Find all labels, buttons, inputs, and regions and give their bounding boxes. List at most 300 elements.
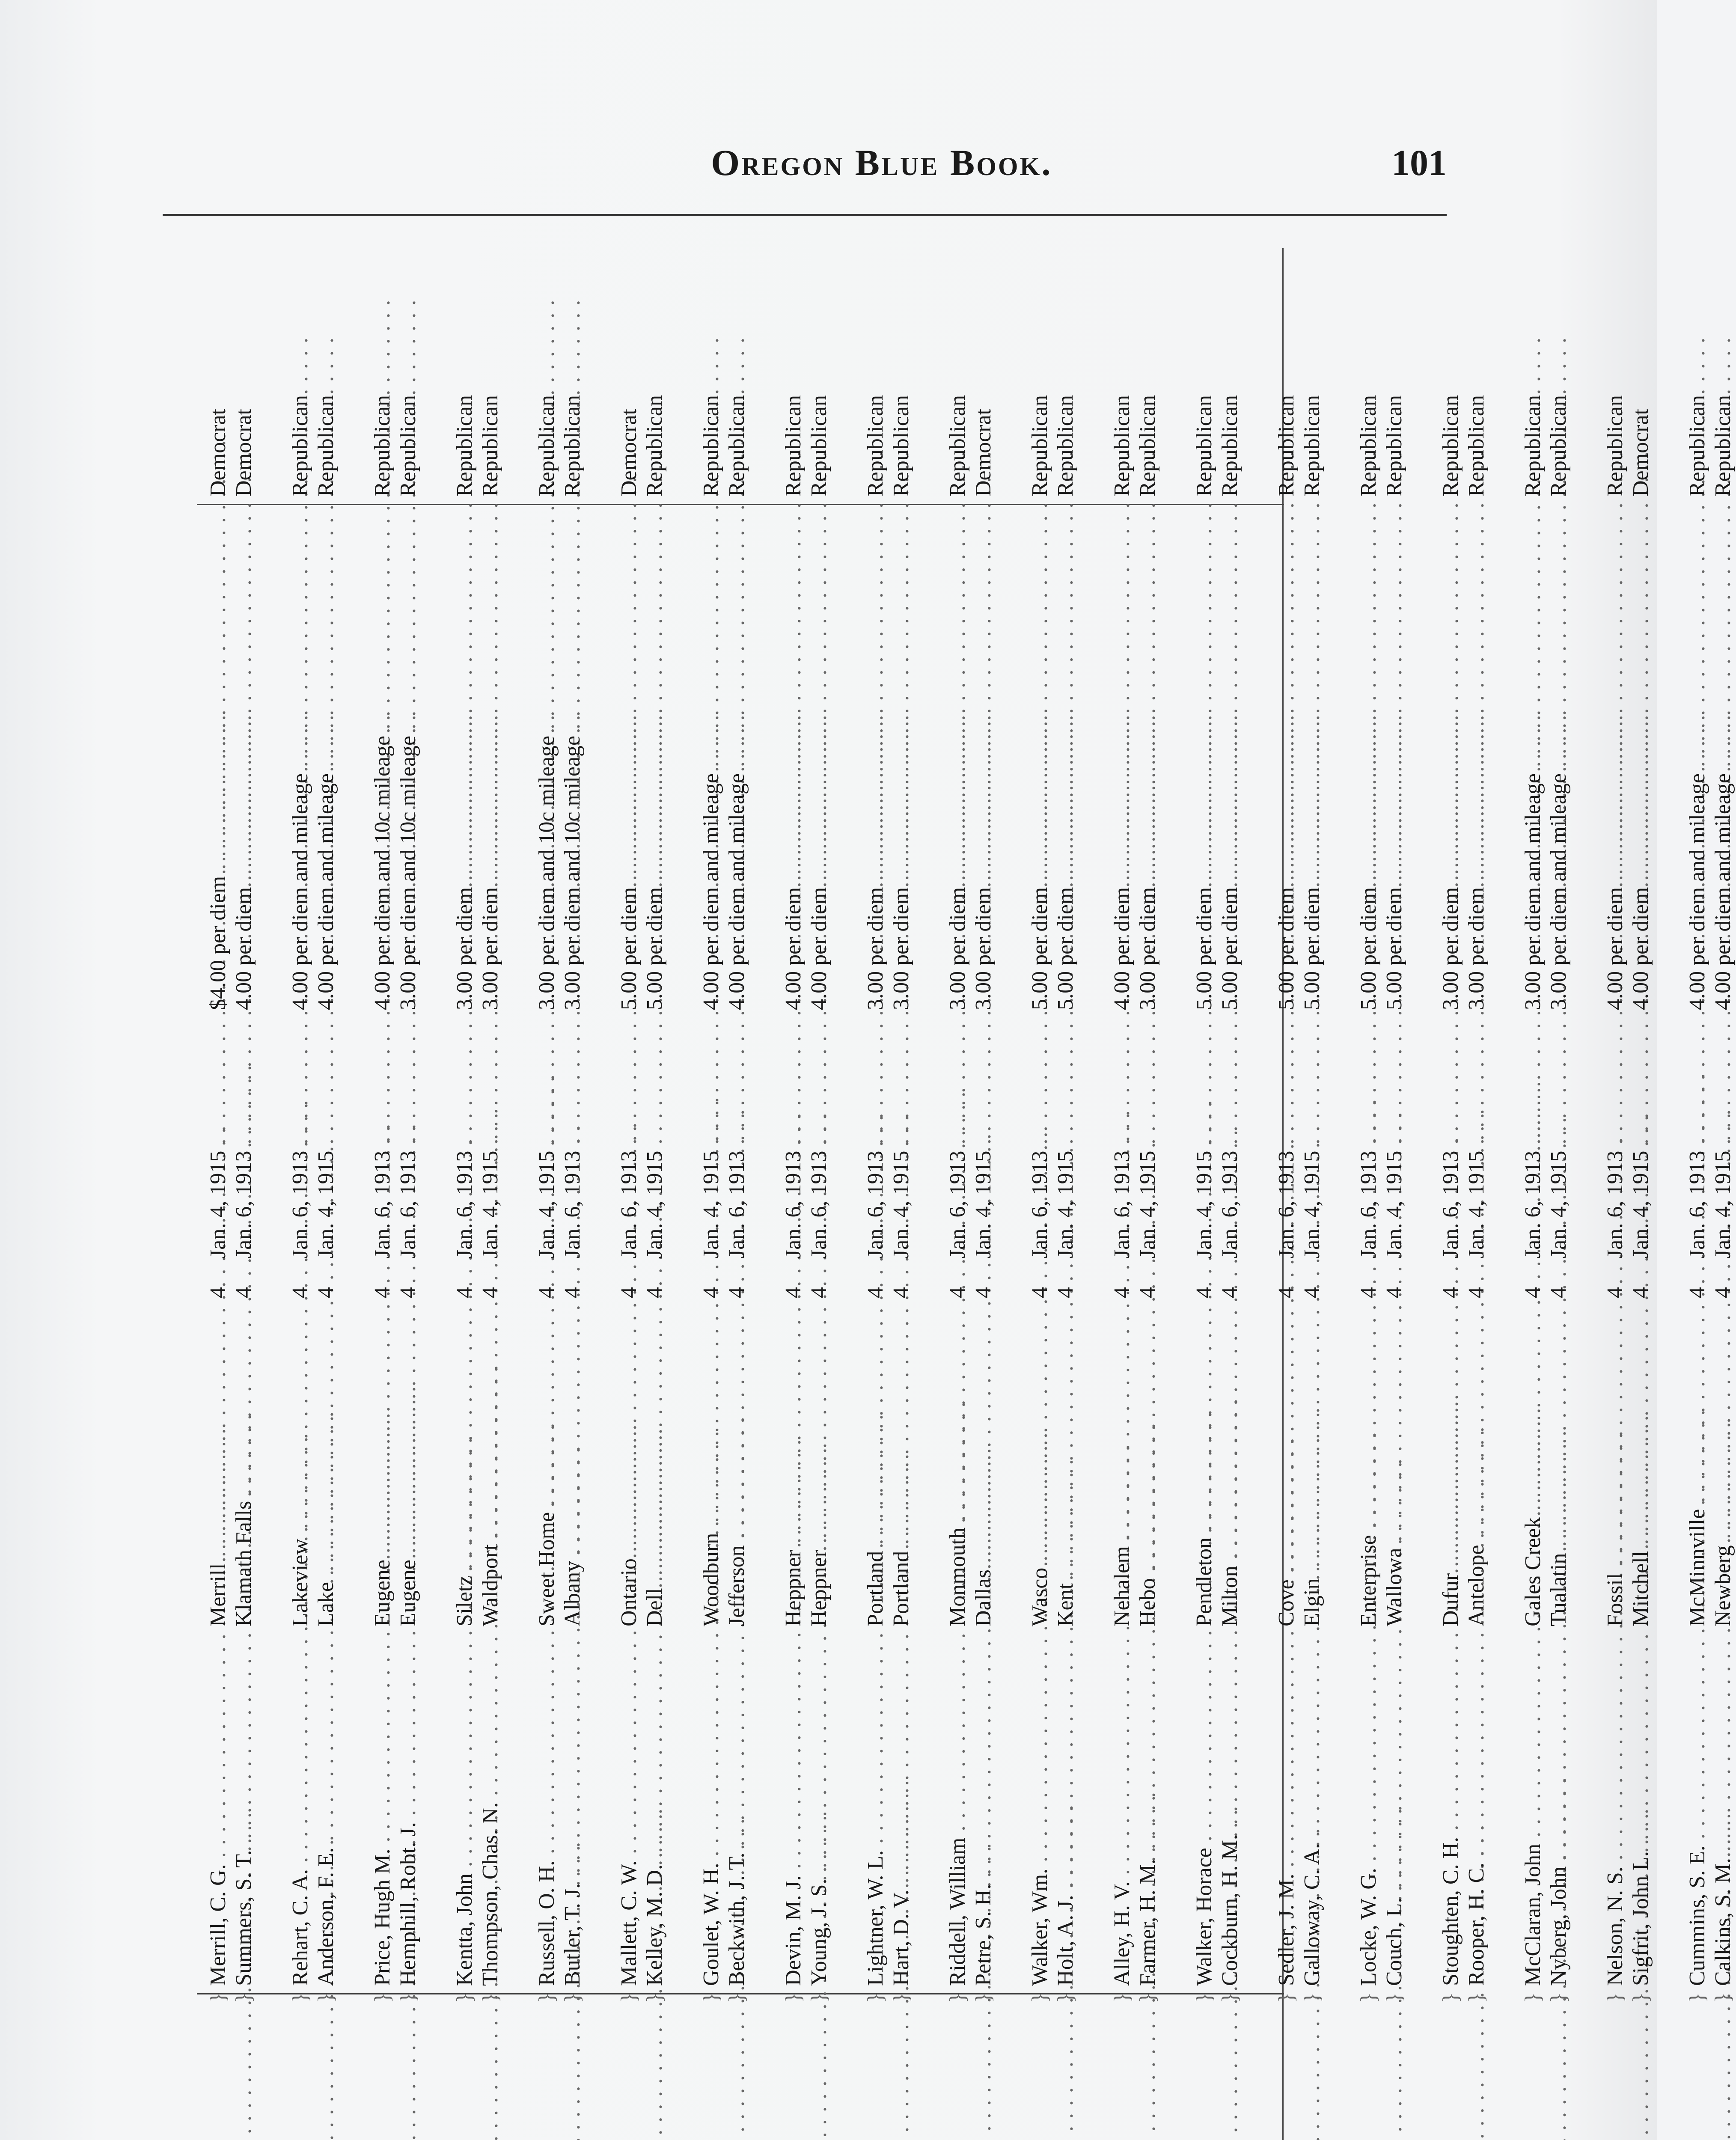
brace-mark: } [1521,1992,1545,2003]
term-begins-cell-text: Jan. 6, 1913 [232,1150,256,1258]
compensation-cell [560,514,586,1010]
compensation-cell [806,514,832,1010]
official-name-cell-text: Hart, D. V. [889,1890,913,1986]
compensation-cell [370,514,395,1010]
term-cell-text: 4 [1711,1287,1735,1298]
official-name-cell-text: Anderson, F. E. [314,1847,338,1986]
compensation-cell-text: 3.00 per diem [452,887,477,1010]
county-cell [806,2012,832,2140]
compensation-cell-text: 4.00 per diem and mileage [725,773,749,1010]
term-cell-text: 4 [1464,1287,1489,1298]
address-cell [1053,1335,1079,1626]
brace-mark: } [1192,1992,1216,2003]
address-cell-text: Woodburn [699,1533,723,1626]
address-cell [1217,1335,1243,1626]
address-cell [1027,1335,1053,1626]
brace-mark: } [1053,1992,1078,2003]
term-cell [288,1275,313,1310]
term-cell-text: 4 [396,1287,420,1298]
official-name-cell [1027,1661,1053,1986]
term-cell-text: 4 [1685,1287,1709,1298]
brace-mark: } [617,1992,641,2003]
address-cell [452,1335,478,1626]
official-name-cell [642,1661,668,1986]
term-cell [781,1275,806,1310]
party-cell-text: Republican [945,395,970,496]
compensation-cell [313,514,339,1010]
address-cell [945,1335,971,1626]
address-cell [1710,1335,1736,1626]
official-name-cell-text: Farmer, H. M. [1136,1859,1160,1986]
brace-mark: } [370,1992,395,2003]
party-cell-text: Democrat [971,408,996,496]
term-begins-cell-text: Jan. 4, 1915 [1711,1150,1735,1258]
table-row [806,248,832,2140]
compensation-cell-text: 4.00 per diem [807,887,831,1010]
term-cell-text: 4 [1110,1287,1134,1298]
term-cell [231,1275,257,1310]
address-cell [1602,1335,1628,1626]
party-cell-text: Republican [1274,395,1299,496]
term-cell [945,1275,971,1310]
term-cell [1299,1275,1325,1310]
official-name-cell-text: Merrill, C. G. [206,1864,230,1986]
term-begins-cell [1356,1027,1382,1258]
party-cell-text: Republican [1464,395,1489,496]
official-name-cell-text: Locke, W. G. [1356,1868,1381,1986]
address-cell [1135,1335,1161,1626]
official-name-cell [945,1661,971,1986]
party-cell-text: Republican [370,395,395,496]
term-begins-cell [724,1027,750,1258]
official-name-cell [370,1661,395,1986]
party-cell [781,257,806,496]
party-cell [1135,257,1161,496]
party-cell-text: Republican [535,395,559,496]
term-cell [1520,1275,1546,1310]
table-row [1520,248,1546,2140]
term-cell [1464,1275,1489,1310]
brace-mark: } [535,1992,559,2003]
compensation-cell-text: 4.00 per diem [232,887,256,1010]
official-name-cell-text: Butler, T. J. [560,1883,585,1986]
official-name-cell-text: Devin, M. J. [781,1875,806,1986]
table-row [1109,248,1135,2140]
term-cell [1438,1275,1464,1310]
address-cell [1628,1335,1654,1626]
term-begins-cell-text: Jan. 6, 1913 [1356,1150,1381,1258]
compensation-cell [395,514,421,1010]
address-cell-text: Cove [1274,1579,1299,1626]
compensation-cell-text: 4.00 per diem [781,887,806,1010]
brace-mark: } [1136,1992,1160,2003]
term-begins-cell-text: Jan. 4, 1915 [1464,1150,1489,1258]
address-cell-text: Lakeview [288,1538,312,1626]
term-cell-text: 4 [560,1287,585,1298]
address-cell [313,1335,339,1626]
table-row [534,248,560,2140]
party-cell-text: Republican [807,395,831,496]
term-cell-text: 4 [452,1287,477,1298]
term-cell-text: 4 [889,1287,913,1298]
official-name-cell-text: Galloway, C. A. [1300,1843,1324,1986]
compensation-cell [889,514,914,1010]
term-begins-cell [616,1027,642,1258]
term-cell-text: 4 [1382,1287,1406,1298]
official-name-cell [806,1661,832,1986]
term-begins-cell-text: Jan. 4, 1915 [889,1150,913,1258]
term-cell-text: 4 [971,1287,996,1298]
party-cell [1053,257,1079,496]
table-row [1602,248,1628,2140]
table-row [863,248,889,2140]
party-cell [478,257,503,496]
table-row [1135,248,1161,2140]
term-cell [1628,1275,1654,1310]
term-begins-cell-text: Jan. 4, 1915 [699,1150,723,1258]
table-row [1192,248,1217,2140]
county-cell [1299,2012,1325,2140]
official-name-cell [1438,1661,1464,1986]
compensation-cell-text: 4.00 per diem and mileage [314,773,338,1010]
address-cell [1438,1335,1464,1626]
term-begins-cell [1685,1027,1710,1258]
address-cell-text: Dufur [1439,1573,1463,1626]
running-header [163,141,1447,193]
compensation-cell-text: 3.00 per diem [1439,887,1463,1010]
party-cell-text: Democrat [206,408,230,496]
compensation-cell [1464,514,1489,1010]
party-cell [1217,257,1243,496]
compensation-cell [1710,514,1736,1010]
address-cell-text: Kent [1053,1583,1078,1626]
official-name-cell [1382,1661,1407,1986]
term-begins-cell-text: Jan. 6, 1913 [1218,1150,1242,1258]
party-cell [724,257,750,496]
term-cell-text: 4 [1546,1287,1571,1298]
county-cell [724,2012,750,2140]
county-officials-table [197,248,1735,2140]
term-cell-text: 4 [314,1287,338,1298]
county-cell [313,2012,339,2140]
address-cell [642,1335,668,1626]
official-name-cell [452,1661,478,1986]
table-row [971,248,996,2140]
party-cell [205,257,231,496]
compensation-cell [724,514,750,1010]
address-cell-text: Gales Creek [1521,1517,1545,1626]
party-cell-text: Republican [1439,395,1463,496]
party-cell [642,257,668,496]
compensation-cell-text: 4.00 per diem and 10c mileage [370,735,395,1010]
address-cell-text: Waldport [478,1544,502,1626]
term-begins-cell-text: Jan. 6, 1913 [781,1150,806,1258]
compensation-cell-text: 5.00 per diem [642,887,667,1010]
term-begins-cell [971,1027,996,1258]
term-begins-cell [1027,1027,1053,1258]
compensation-cell-text: 3.00 per diem and 10c mileage [560,735,585,1010]
party-cell-text: Republican [725,395,749,496]
official-name-cell [724,1661,750,1986]
party-cell-text: Republican [1521,395,1545,496]
compensation-cell [1027,514,1053,1010]
table-row [1382,248,1407,2140]
term-begins-cell-text: Jan. 6, 1913 [1603,1150,1627,1258]
term-cell-text: 4 [642,1287,667,1298]
compensation-cell-text: 4.00 per diem and mileage [1685,773,1709,1010]
official-name-cell [699,1661,724,1986]
address-cell-text: Eugene [370,1560,395,1626]
official-name-cell [478,1661,503,1986]
term-begins-cell [288,1027,313,1258]
table-row [560,248,586,2140]
term-begins-cell-text: Jan. 4, 1915 [1300,1150,1324,1258]
term-cell-text: 4 [478,1287,502,1298]
compensation-cell [534,514,560,1010]
official-name-cell-text: Young, J. S. [807,1878,831,1986]
table-row [1464,248,1489,2140]
official-name-cell-text: Cockburn, H. M. [1218,1834,1242,1986]
brace-mark: } [232,1992,256,2003]
party-cell-text: Republican [1685,395,1709,496]
term-begins-cell [1109,1027,1135,1258]
term-begins-cell [1520,1027,1546,1258]
county-cell [560,2012,586,2140]
official-name-cell [1109,1661,1135,1986]
party-cell-text: Republican [699,395,723,496]
term-cell-text: 4 [781,1287,806,1298]
party-cell [370,257,395,496]
term-cell-text: 4 [1521,1287,1545,1298]
compensation-cell-text: 3.00 per diem and 10c mileage [396,735,420,1010]
term-begins-cell [1438,1027,1464,1258]
brace-mark: } [288,1992,312,2003]
term-begins-cell [1382,1027,1407,1258]
address-cell [806,1335,832,1626]
address-cell-text: Albany [560,1560,585,1626]
official-name-cell-text: Sigfrit, John L. [1629,1851,1653,1986]
term-cell [560,1275,586,1310]
party-cell-text: Republican [1711,395,1735,496]
address-cell [889,1335,914,1626]
official-name-cell-text: Summers, S. T. [232,1850,256,1986]
term-begins-cell-text: Jan. 6, 1913 [1110,1150,1134,1258]
term-cell [1710,1275,1736,1310]
compensation-cell-text: 4.00 per diem and mileage [1711,773,1735,1010]
official-name-cell-text: Couch, L. [1382,1897,1406,1986]
term-cell-text: 4 [1300,1287,1324,1298]
address-cell-text: Enterprise [1356,1535,1381,1626]
official-name-cell [1546,1661,1572,1986]
address-cell-text: Heppner [781,1549,806,1626]
term-cell-text: 4 [617,1287,641,1298]
term-begins-cell-text: Jan. 6, 1913 [945,1150,970,1258]
compensation-cell [478,514,503,1010]
address-cell [1464,1335,1489,1626]
compensation-cell [1685,514,1710,1010]
term-cell-text: 4 [232,1287,256,1298]
brace-mark: } [1028,1992,1052,2003]
compensation-cell-text: 3.00 per diem [863,887,888,1010]
party-cell-text: Democrat [232,408,256,496]
compensation-cell-text: 5.00 per diem [1300,887,1324,1010]
term-cell [642,1275,668,1310]
term-cell-text: 4 [1028,1287,1052,1298]
address-cell-text: Elgin [1300,1578,1324,1626]
table-row [1628,248,1654,2140]
official-name-cell [1053,1661,1079,1986]
brace-mark: } [1685,1992,1709,2003]
official-name-cell [560,1661,586,1986]
address-cell-text: McMinnville [1685,1509,1709,1626]
brace-mark: } [1382,1992,1406,2003]
party-cell-text: Republican [642,395,667,496]
term-begins-cell-text: Jan. 6, 1913 [560,1150,585,1258]
term-cell [395,1275,421,1310]
compensation-cell-text: 3.00 per diem and mileage [1521,773,1545,1010]
compensation-cell-text: 4.00 per diem and mileage [288,773,312,1010]
compensation-cell-text: 5.00 per diem [617,887,641,1010]
address-cell-text: Ontario [617,1558,641,1626]
party-cell [1710,257,1736,496]
county-cell [889,2012,914,2140]
term-cell-text: 4 [1356,1287,1381,1298]
address-cell [1685,1335,1710,1626]
compensation-cell-text: 3.00 per diem and 10c mileage [535,735,559,1010]
term-cell-text: 4 [807,1287,831,1298]
table-row [1546,248,1572,2140]
official-name-cell-text: Riddell, William [945,1837,970,1986]
term-begins-cell-text: Jan. 6, 1913 [1274,1150,1299,1258]
party-cell-text: Republican [396,395,420,496]
table-row [1053,248,1079,2140]
table-row [1438,248,1464,2140]
official-name-cell-text: Hemphill, Robt. J. [396,1822,420,1986]
running-title: Oregon Blue Book. [711,142,1052,183]
official-name-cell-text: Stoughten, C. H. [1439,1837,1463,1986]
term-begins-cell [313,1027,339,1258]
term-cell [889,1275,914,1310]
party-cell-text: Republican [1136,395,1160,496]
official-name-cell-text: Rehart, C. A. [288,1869,312,1986]
table-row [1685,248,1710,2140]
term-begins-cell [1135,1027,1161,1258]
compensation-cell [1135,514,1161,1010]
address-cell-text: Sweet Home [535,1512,559,1626]
compensation-cell-text: 4.00 per diem and mileage [699,773,723,1010]
party-cell [863,257,889,496]
official-name-cell-text: Petre, S. H. [971,1884,996,1986]
compensation-cell-text: 4.00 per diem [1110,887,1134,1010]
party-cell-text: Republican [1053,395,1078,496]
address-cell [1382,1335,1407,1626]
term-begins-cell-text: Jan. 4, 1915 [1546,1150,1571,1258]
compensation-cell [1382,514,1407,1010]
term-cell [1217,1275,1243,1310]
party-cell-text: Republican [1218,395,1242,496]
address-cell [724,1335,750,1626]
compensation-cell [1053,514,1079,1010]
term-begins-cell-text: Jan. 4, 1915 [1192,1150,1216,1258]
party-cell [1546,257,1572,496]
term-begins-cell [560,1027,586,1258]
term-cell-text: 4 [1218,1287,1242,1298]
party-cell-text: Republican [1028,395,1052,496]
compensation-cell-text: 5.00 per diem [1053,887,1078,1010]
county-cell [1464,2012,1489,2140]
term-begins-cell [945,1027,971,1258]
address-cell [971,1335,996,1626]
page-number: 101 [1391,142,1447,183]
official-name-cell-text: Cummins, S. E. [1685,1846,1709,1986]
official-name-cell [863,1661,889,1986]
address-cell [616,1335,642,1626]
address-cell [699,1335,724,1626]
official-name-cell [1628,1661,1654,1986]
compensation-cell [231,514,257,1010]
table-row [699,248,724,2140]
compensation-cell [1192,514,1217,1010]
party-cell-text: Republican [1546,395,1571,496]
official-name-cell-text: Alley, H. V. [1110,1881,1134,1986]
term-begins-cell [781,1027,806,1258]
compensation-cell [1217,514,1243,1010]
address-cell [370,1335,395,1626]
official-name-cell-text: McClaran, John [1521,1843,1545,1986]
party-cell-text: Republican [452,395,477,496]
rotated-table-wrapper [197,248,1735,2140]
term-cell [1135,1275,1161,1310]
official-name-cell [1217,1661,1243,1986]
term-begins-cell-text: Jan. 4, 1915 [642,1150,667,1258]
brace-mark: } [1300,1992,1324,2003]
term-begins-cell [534,1027,560,1258]
address-cell-text: Jefferson [725,1545,749,1626]
term-begins-cell [1464,1027,1489,1258]
compensation-cell [205,514,231,1010]
compensation-cell [616,514,642,1010]
compensation-cell [1356,514,1382,1010]
compensation-cell [863,514,889,1010]
term-cell [1685,1275,1710,1310]
brace-mark: } [1464,1992,1489,2003]
brace-mark: } [1274,1992,1299,2003]
party-cell-text: Republican [781,395,806,496]
address-cell-text: Portland [863,1551,888,1626]
compensation-cell-text: 5.00 per diem [1382,887,1406,1010]
brace-mark: } [725,1992,749,2003]
compensation-cell [781,514,806,1010]
compensation-cell [1546,514,1572,1010]
term-begins-cell-text: Jan. 4, 1915 [206,1150,230,1258]
compensation-cell [1438,514,1464,1010]
brace-mark: } [1603,1992,1627,2003]
brace-mark: } [642,1992,667,2003]
term-cell [806,1275,832,1310]
official-name-cell [1274,1661,1299,1986]
address-cell-text: Tualatin [1546,1553,1571,1626]
party-cell-text: Republican [1110,395,1134,496]
county-cell [1217,2012,1243,2140]
term-begins-cell-text: Jan. 6, 1913 [452,1150,477,1258]
party-cell-text: Republican [1192,395,1216,496]
official-name-cell-text: Goulet, W. H. [699,1863,723,1986]
address-cell [1520,1335,1546,1626]
party-cell-text: Democrat [617,408,641,496]
table-row [1027,248,1053,2140]
address-cell-text: Klamath Falls [232,1501,256,1626]
address-cell [1192,1335,1217,1626]
